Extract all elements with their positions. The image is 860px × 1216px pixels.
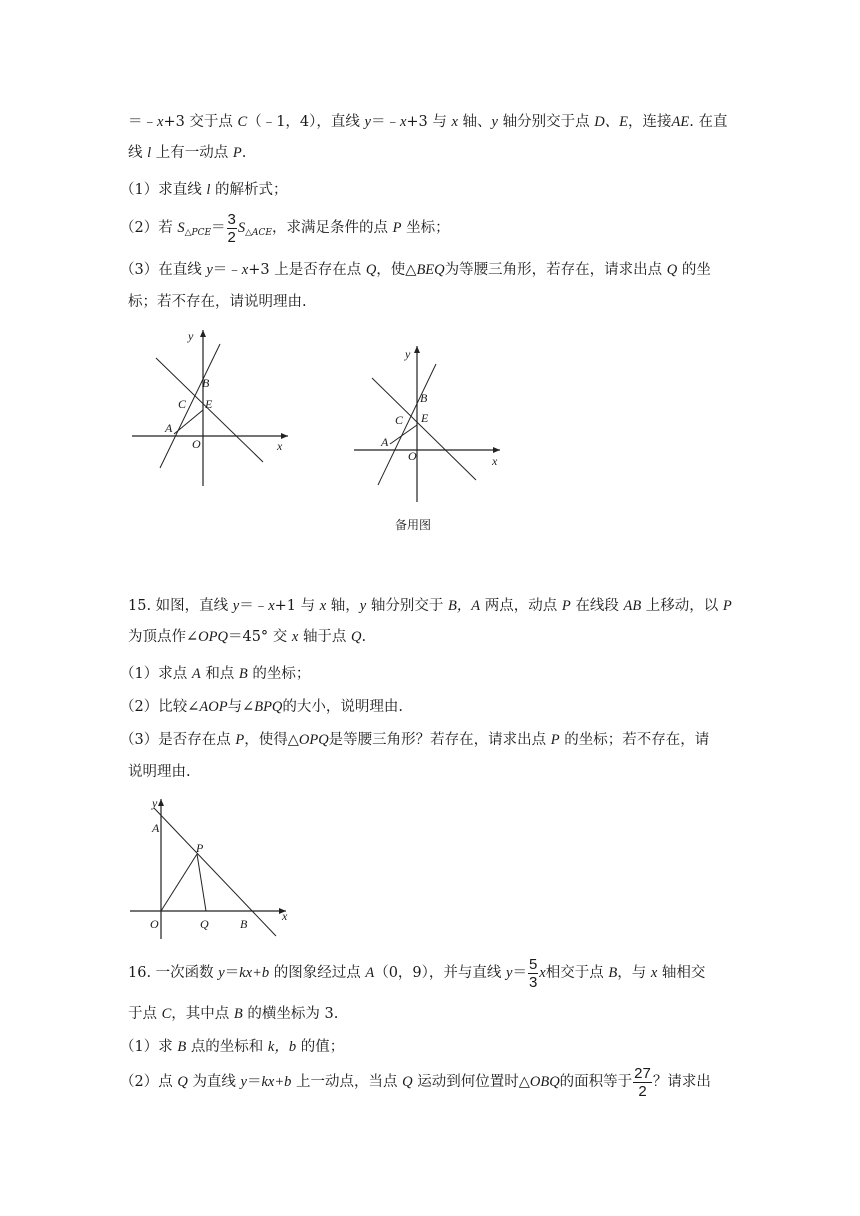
fig2-label-A: A <box>381 435 389 449</box>
q14-subquestion-1: （1）求直线 l 的解析式； <box>120 182 288 198</box>
fraction-27-halves: $\frac{27}{2}$ <box>634 1064 651 1100</box>
q14-line-2: 线 l 上有一动点 P. <box>128 145 247 161</box>
fig1-label-B: B <box>202 376 210 390</box>
q15-figure <box>126 794 296 944</box>
fraction-three-halves: $\frac{3}{2}$ <box>227 210 236 246</box>
fig2-label-y: y <box>405 347 411 361</box>
q14-figure-main <box>128 326 298 496</box>
q16-line-1: 16. 一次函数 y＝kx+b 的图象经过点 A（0，9），并与直线 y＝ $\frac{5}{3}$ x相交于点 B，与 x 轴相交 <box>128 955 706 991</box>
fig3-label-Q: Q <box>200 917 209 931</box>
q16-line-2: 于点 C，其中点 B 的横坐标为 3. <box>128 1006 339 1022</box>
q15-subquestion-1: （1）求点 A 和点 B 的坐标； <box>120 666 311 682</box>
q14-subquestion-3-cont: 标；若不存在，请说明理由. <box>128 294 307 310</box>
fig3-label-P: P <box>196 841 204 855</box>
q15-subquestion-3-cont: 说明理由. <box>128 764 191 780</box>
fig2-label-E: E <box>421 411 429 425</box>
fig2-label-O: O <box>408 449 417 463</box>
figure-caption: 备用图 <box>395 518 432 532</box>
fig2-label-C: C <box>395 413 404 427</box>
fig1-label-C: C <box>178 397 187 411</box>
q16-subquestion-1: （1）求 B 点的坐标和 k，b 的值； <box>120 1039 345 1055</box>
q16-subquestion-2: （2）点 Q 为直线 y＝kx+b 上一动点，当点 Q 运动到何位置时△OBQ的面积等于 $\frac{27}{2}$ ？请求出 <box>120 1064 711 1100</box>
q14-line-1: ＝﹣x+3 交于点 C（﹣1，4），直线 y＝﹣x+3 与 x 轴、y 轴分别交于点 D、E，连接AE. 在直 <box>128 114 728 130</box>
fig1-label-x: x <box>277 439 283 453</box>
fig1-label-O: O <box>192 437 201 451</box>
fig2-label-B: B <box>420 391 428 405</box>
fig1-label-y: y <box>188 329 194 343</box>
fig1-label-E: E <box>205 397 213 411</box>
fig3-label-B: B <box>240 917 248 931</box>
q15-line-1: 15. 如图，直线 y＝﹣x+1 与 x 轴，y 轴分别交于 B，A 两点，动点 P 在线段 AB 上移动，以 P <box>128 598 732 614</box>
fig2-label-x: x <box>492 454 498 468</box>
q14-subquestion-2: （2）若 $S_{\triangle PCE}=$ $\frac{3}{2}$ $S_{\triangle ACE}$，求满足条件的点 P 坐标； <box>120 210 450 246</box>
fig3-label-x: x <box>282 909 288 923</box>
q15-subquestion-3: （3）是否存在点 P，使得△OPQ是等腰三角形？若存在，请求出点 P 的坐标；若不存在，请 <box>120 732 710 748</box>
fig3-label-O: O <box>150 917 159 931</box>
fig3-label-y: y <box>152 796 158 810</box>
fraction-five-thirds: $\frac{5}{3}$ <box>528 955 538 991</box>
q15-subquestion-2: （2）比较∠AOP与∠BPQ的大小，说明理由. <box>120 699 404 715</box>
q14-subquestion-3: （3）在直线 y＝﹣x+3 上是否存在点 Q，使△BEQ为等腰三角形，若存在，请求出点 Q 的坐 <box>120 262 711 278</box>
q15-line-2: 为顶点作∠OPQ＝45° 交 x 轴于点 Q. <box>128 629 367 645</box>
fig3-label-A: A <box>152 821 160 835</box>
fig1-label-A: A <box>165 421 173 435</box>
q14-figure-backup <box>350 340 510 505</box>
